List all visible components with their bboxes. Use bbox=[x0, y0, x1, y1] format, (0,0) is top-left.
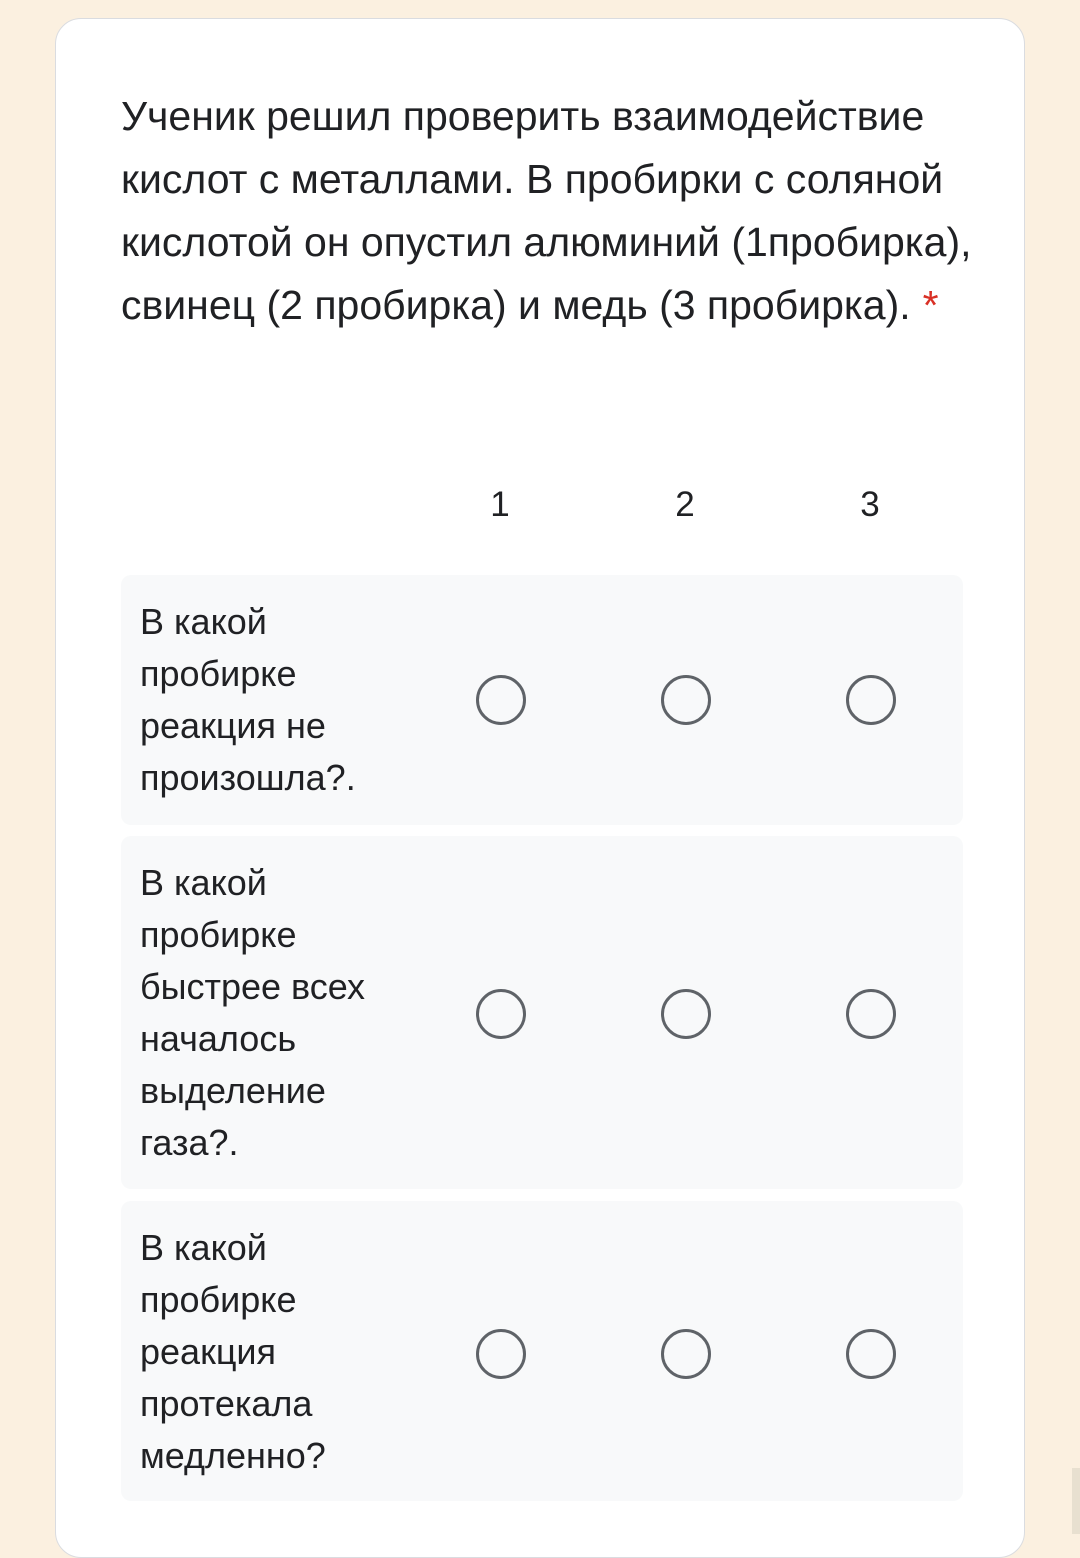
radio-row1-col2[interactable] bbox=[661, 675, 711, 725]
question-card bbox=[55, 18, 1025, 1558]
radio-row1-col3[interactable] bbox=[846, 675, 896, 725]
column-header-1: 1 bbox=[490, 485, 510, 524]
radio-row3-col3[interactable] bbox=[846, 1329, 896, 1379]
question-text: Ученик решил проверить взаимодействие кислот с металлами. В пробирки с соляной кислотой он опустил алюминий (1пробирка), свинец (2 пробирка) и медь (3 пробирка). bbox=[121, 93, 972, 328]
grid-row-2 bbox=[121, 836, 963, 1189]
row-label-3: В какой пробирке реакция протекала медленно? bbox=[140, 1227, 326, 1476]
radio-row2-col1[interactable] bbox=[476, 989, 526, 1039]
row-label-1: В какой пробирке реакция не произошла?. bbox=[140, 601, 356, 798]
column-header-2: 2 bbox=[675, 485, 695, 524]
grid-row-3 bbox=[121, 1201, 963, 1501]
radio-row3-col2[interactable] bbox=[661, 1329, 711, 1379]
radio-row2-col2[interactable] bbox=[661, 989, 711, 1039]
scrollbar[interactable] bbox=[1072, 1468, 1080, 1534]
row-label-2: В какой пробирке быстрее всех началось выделение газа?. bbox=[140, 862, 365, 1163]
radio-row2-col3[interactable] bbox=[846, 989, 896, 1039]
grid-row-1 bbox=[121, 575, 963, 825]
question-title bbox=[121, 85, 981, 337]
radio-row3-col1[interactable] bbox=[476, 1329, 526, 1379]
required-asterisk: * bbox=[922, 282, 939, 328]
radio-row1-col1[interactable] bbox=[476, 675, 526, 725]
column-header-3: 3 bbox=[860, 485, 880, 524]
